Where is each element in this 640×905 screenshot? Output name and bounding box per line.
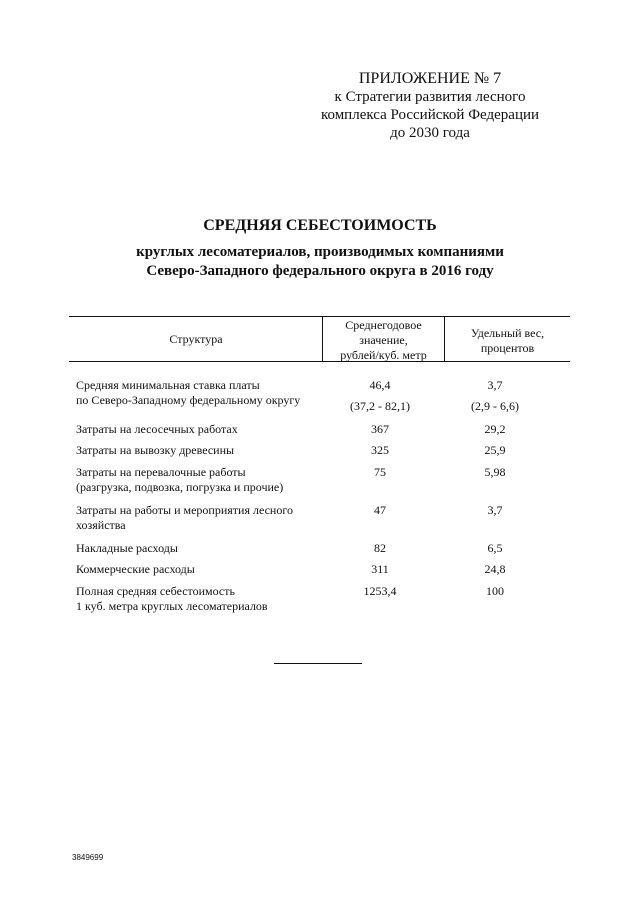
document-subtitle (40, 243, 600, 281)
table-header-rule (69, 361, 570, 362)
subtitle-line: Северо-Западного федерального округа в 2016 году (146, 263, 494, 279)
document-number: 3849699 (72, 853, 104, 862)
subtitle-line: круглых лесоматериалов, производимых компаниями (136, 244, 504, 260)
appendix-line: до 2030 года (390, 125, 470, 141)
column-header-share: Удельный вес, процентов (470, 326, 545, 355)
column-header-structure: Структура (169, 332, 223, 346)
column-header-value: Среднегодовое значение, рублей/куб. метр (340, 318, 427, 362)
document-title: СРЕДНЯЯ СЕБЕСТОИМОСТЬ (203, 217, 437, 234)
appendix-block (300, 70, 560, 142)
appendix-number: ПРИЛОЖЕНИЕ № 7 (358, 70, 502, 87)
table-top-rule (69, 316, 570, 317)
appendix-line: комплекса Российской Федерации (320, 107, 540, 123)
closing-rule (274, 663, 362, 664)
appendix-line: к Стратегии развития лесного (334, 89, 526, 105)
